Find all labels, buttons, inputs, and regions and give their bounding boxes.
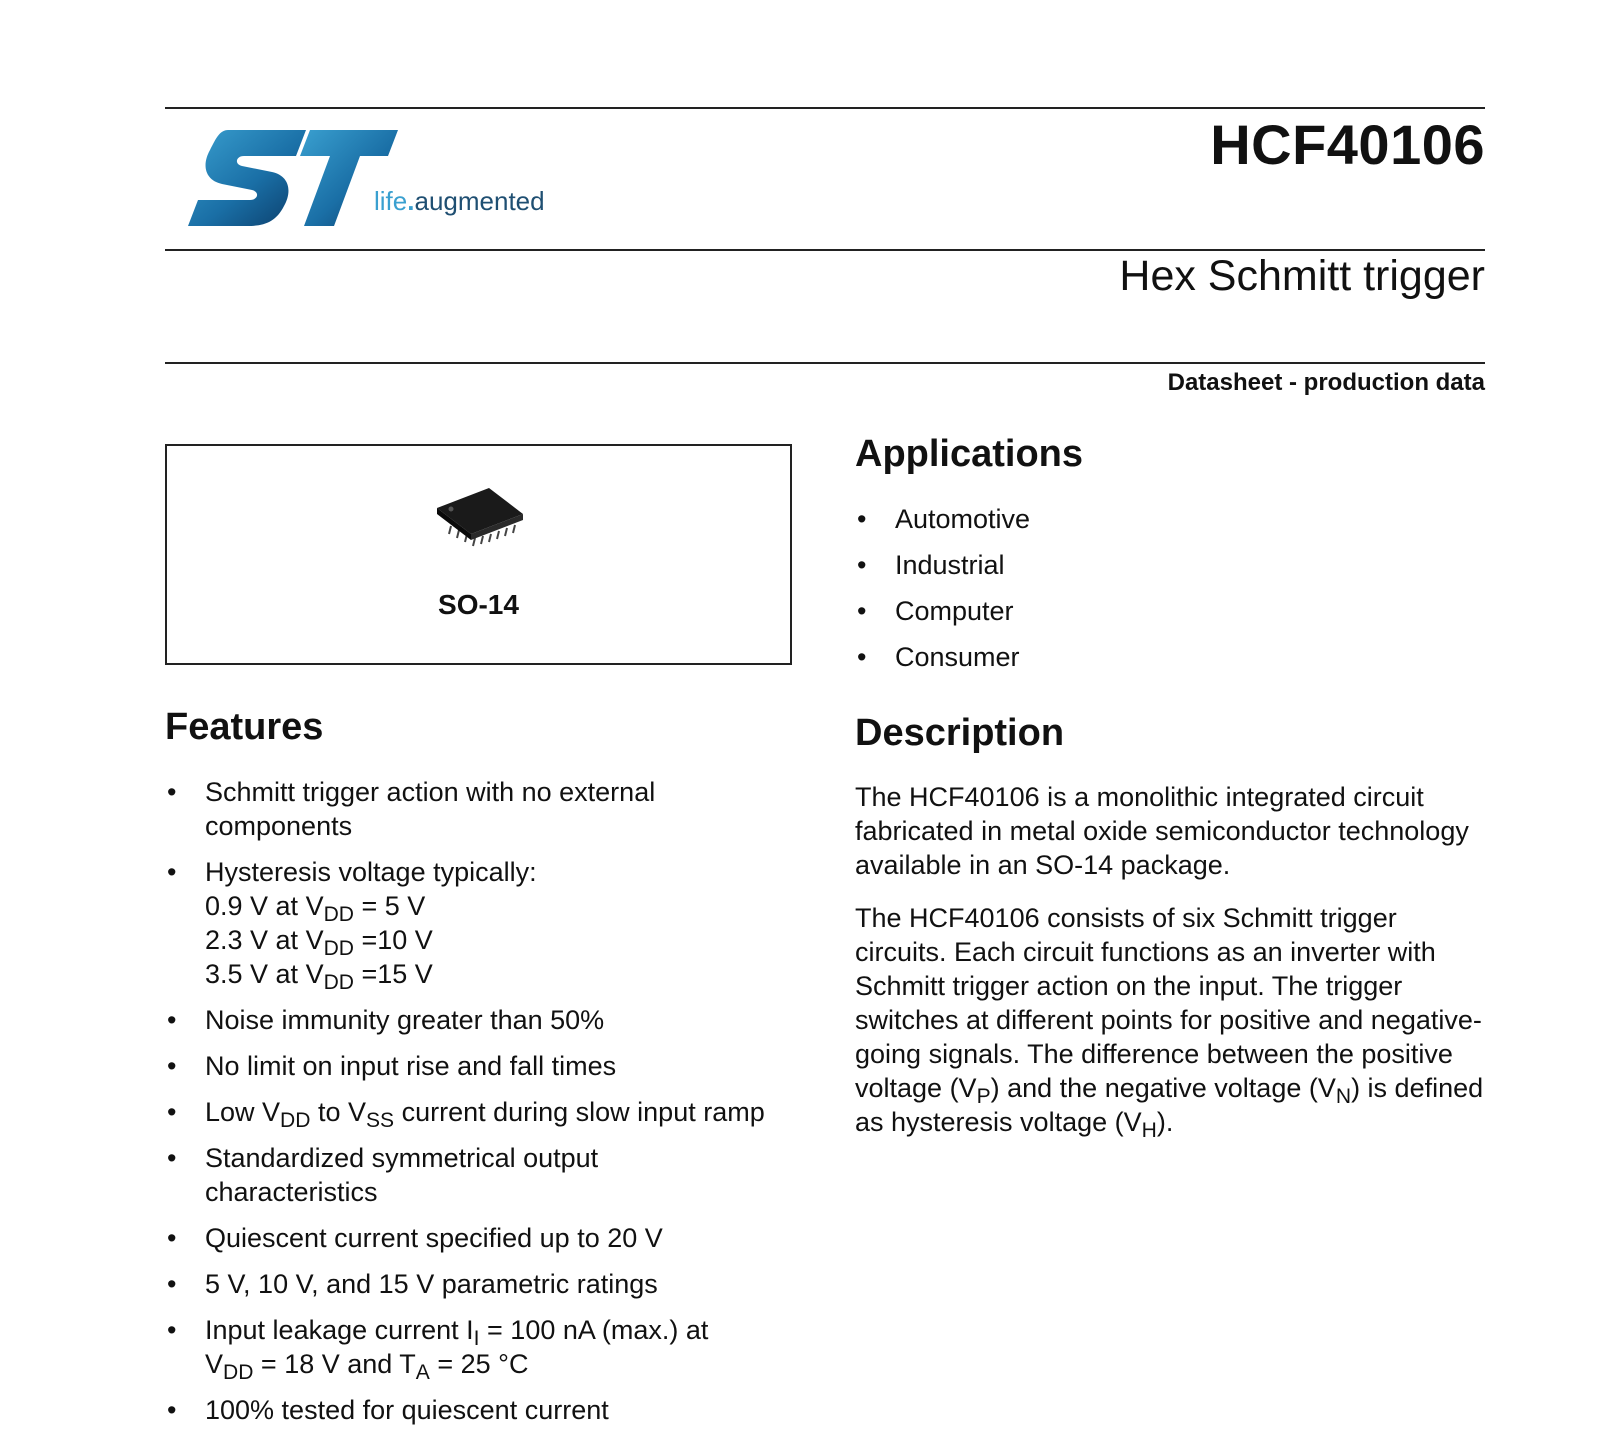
description-heading: Description: [855, 712, 1065, 754]
logo-tagline: life.augmented: [374, 186, 545, 216]
description-paragraph-1: The HCF40106 is a monolithic integrated circuit fabricated in metal oxide semiconductor technology available in an SO-14 package.: [855, 782, 1469, 880]
list-item: • Automotive: [855, 502, 1030, 536]
st-logo: [188, 126, 398, 230]
list-item: • Quiescent current specified up to 20 V: [165, 1221, 805, 1255]
list-item: • Noise immunity greater than 50%: [165, 1003, 805, 1037]
list-item: • Input leakage current $I_I = 100$ nA (max.) at $V_{DD} = 18$ V and $T_A = 25$ °C: [165, 1313, 805, 1381]
applications-heading: Applications: [855, 433, 1084, 475]
list-item: • Standardized symmetrical output characteristics: [165, 1141, 805, 1209]
applications-list: [855, 502, 1030, 686]
list-item: • Hysteresis voltage typically: 0.9 V at $V_{DD} = 5$ V 2.3 V at $V_{DD} =10$ V 3.5 V at $V_{DD} =15$ V: [165, 855, 805, 991]
list-item: • Industrial: [855, 548, 1030, 582]
part-number: HCF40106: [1210, 113, 1485, 176]
package-box: [165, 444, 792, 665]
features-heading: Features: [165, 706, 324, 748]
list-item: • Low $V_{DD}$ to $V_{SS}$ current during slow input ramp: [165, 1095, 805, 1129]
features-list: [165, 775, 805, 1439]
top-rule: [165, 107, 1485, 109]
list-item: • 5 V, 10 V, and 15 V parametric ratings: [165, 1267, 805, 1301]
header-rule: [165, 249, 1485, 251]
datasheet-status: Datasheet - production data: [1167, 369, 1485, 396]
description-paragraph-2: The HCF40106 consists of six Schmitt trigger circuits. Each circuit functions as an inverter with Schmitt trigger action on the input. The trigger switches at different points for positive and negative-going signals. The difference between the positive voltage $(V_P)$ and the negative voltage $(V_N)$ is defined as hysteresis voltage $(V_H)$.: [855, 903, 1484, 1142]
list-item: • No limit on input rise and fall times: [165, 1049, 805, 1083]
list-item: • Consumer: [855, 640, 1030, 674]
document-subtitle: Hex Schmitt trigger: [1119, 252, 1485, 300]
list-item: • Schmitt trigger action with no external components: [165, 775, 805, 843]
list-item: • 100% tested for quiescent current: [165, 1393, 805, 1427]
so14-chip-image: [429, 482, 529, 552]
list-item: • Computer: [855, 594, 1030, 628]
package-label: SO-14: [438, 589, 519, 620]
subtitle-rule: [165, 362, 1485, 364]
